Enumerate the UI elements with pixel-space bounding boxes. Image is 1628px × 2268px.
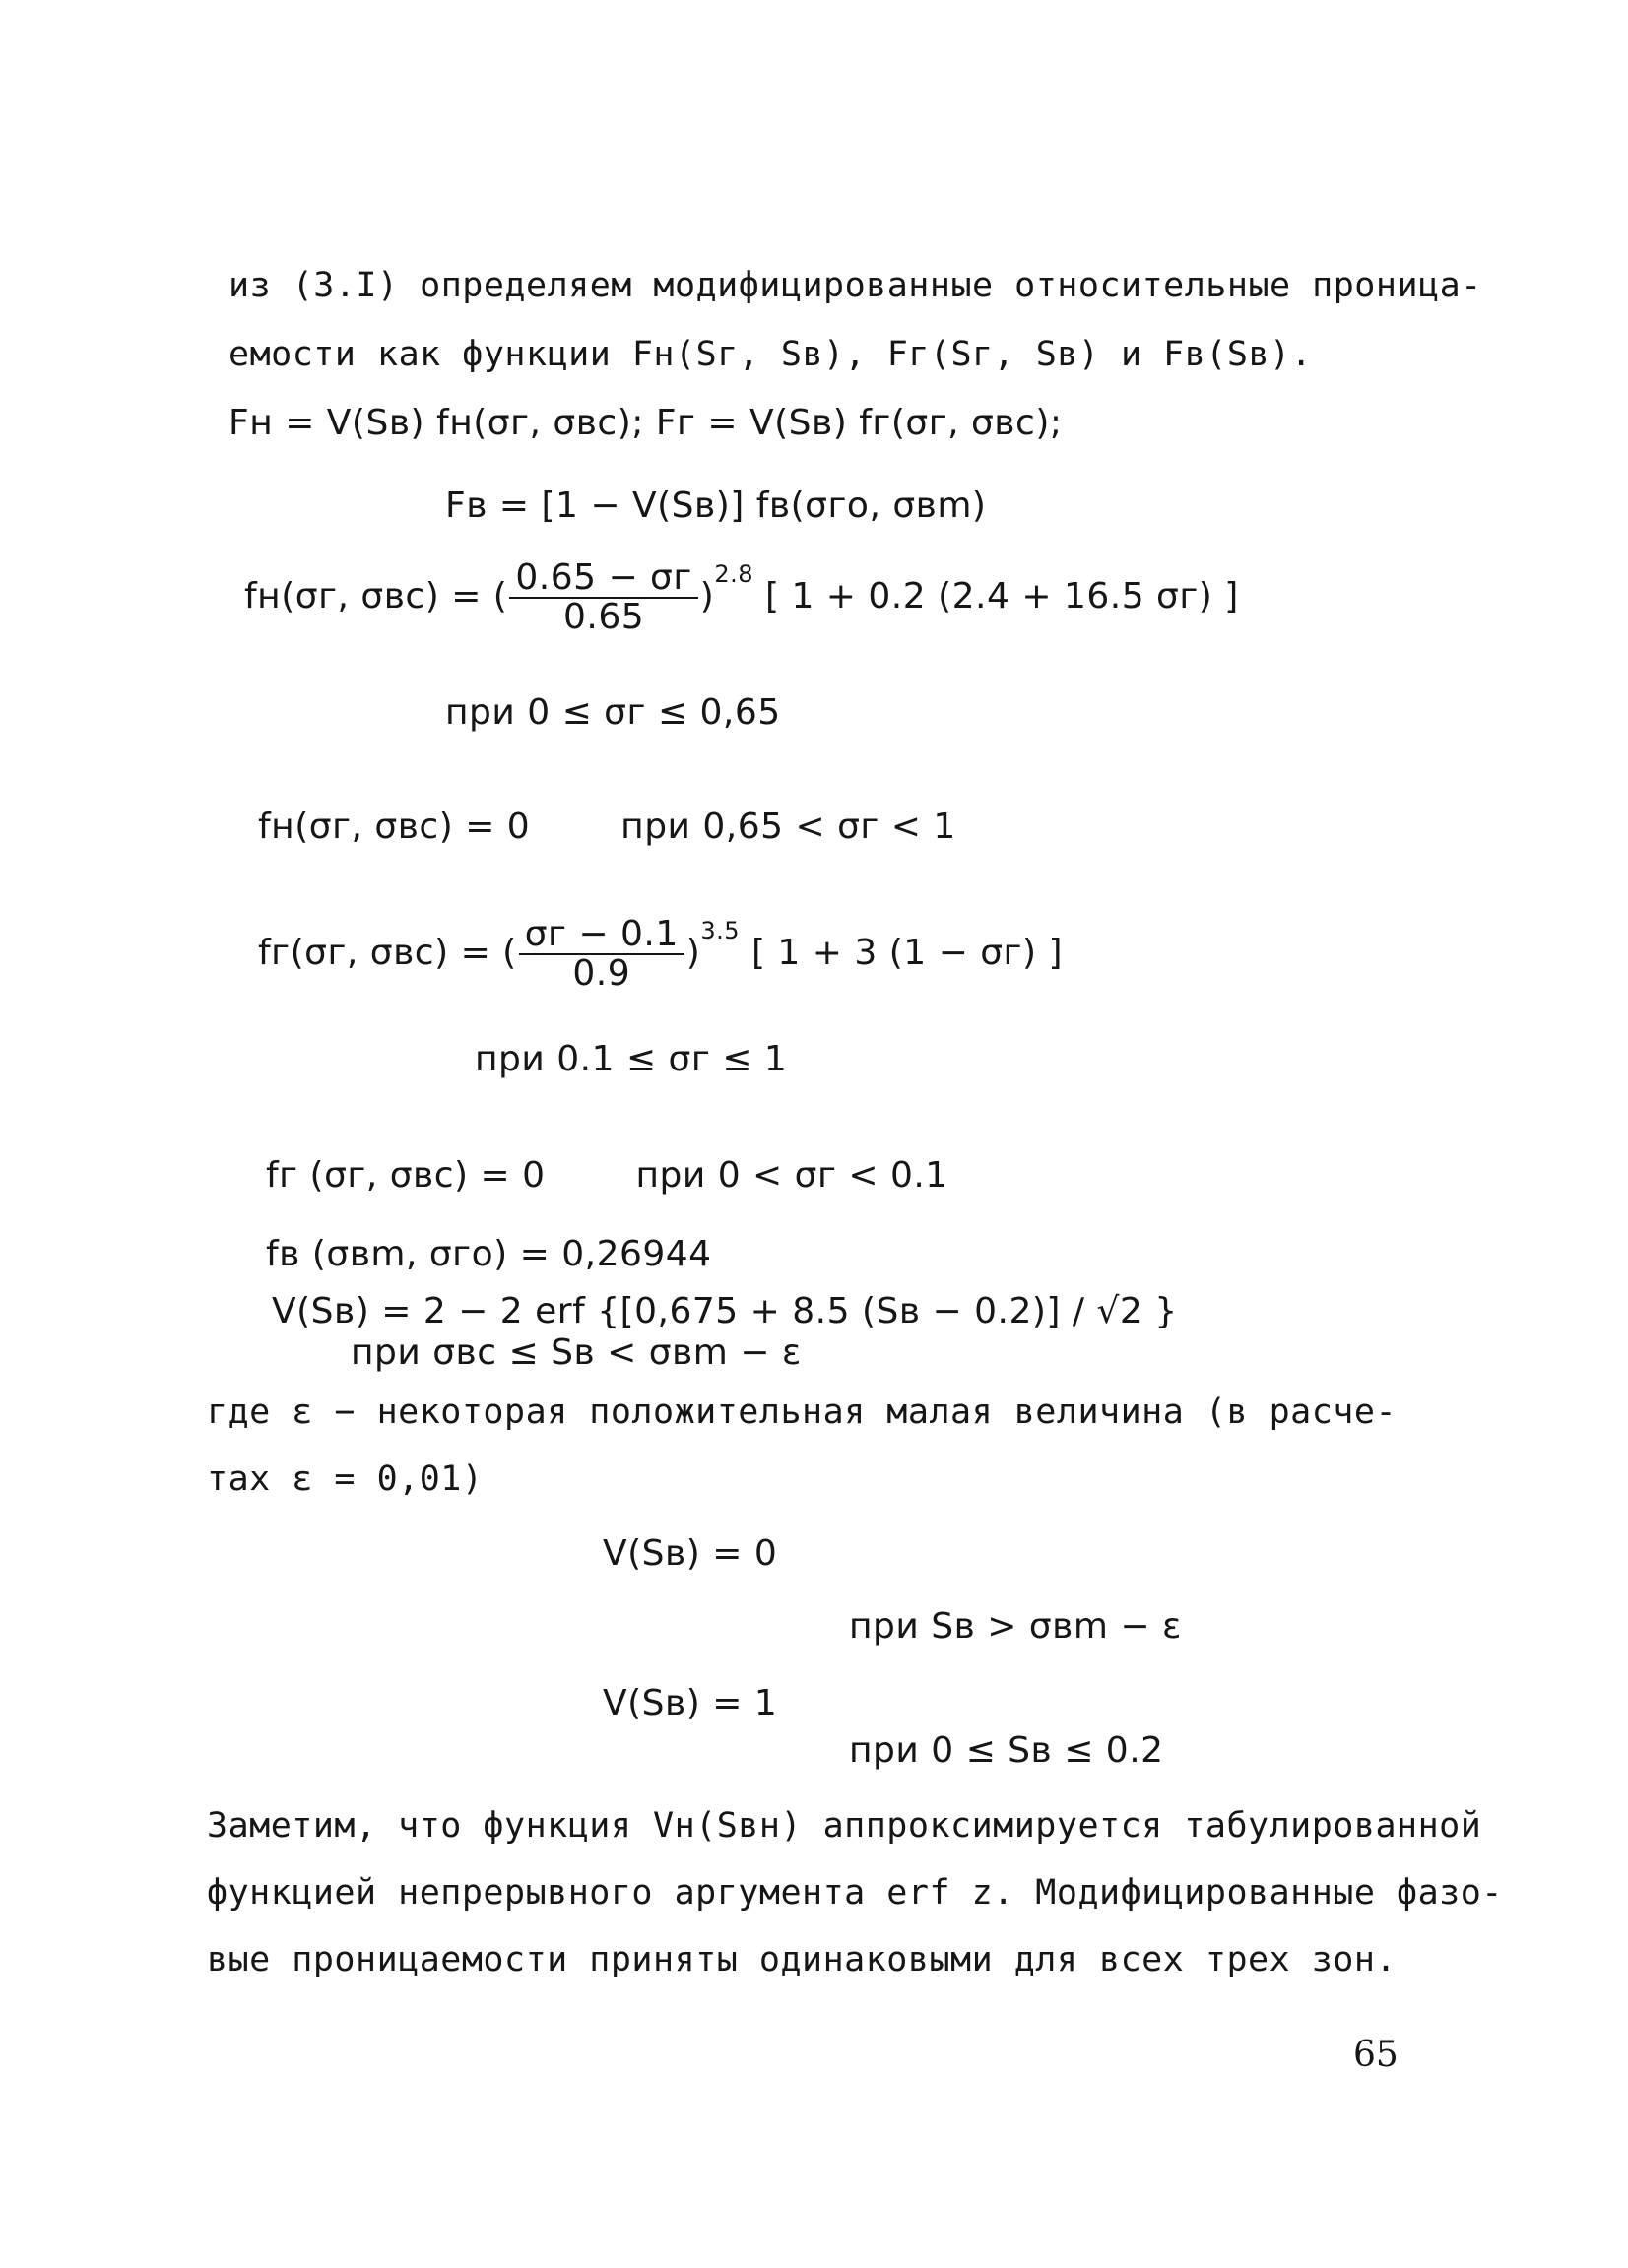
equation-fg-1-condition: при 0.1 ≤ σг ≤ 1 — [475, 1039, 788, 1079]
fg1-exponent: 3.5 — [700, 917, 740, 944]
equation-fn-1 — [244, 559, 1239, 636]
fg2-condition: при 0 < σг < 0.1 — [635, 1155, 948, 1196]
equation-fn-2 — [258, 806, 956, 849]
equation-fn-1-condition: при 0 ≤ σг ≤ 0,65 — [445, 692, 781, 733]
equation-v-zero: V(Sв) = 0 — [603, 1533, 778, 1574]
intro-line-2: емости как функции Fн(Sг, Sв), Fг(Sг, Sв) и Fв(Sв). — [228, 335, 1313, 374]
equation-v-zero-condition: при Sв > σвm − ε — [849, 1606, 1182, 1647]
fg1-close: ) — [685, 933, 701, 973]
equation-fg-2 — [266, 1154, 948, 1198]
fn1-close: ) — [699, 576, 715, 616]
fg1-numerator: σг − 0.1 — [519, 916, 684, 955]
fn1-denominator: 0.65 — [562, 597, 645, 637]
closing-line-2: функцией непрерывного аргумента erf z. Модифицированные фазо- — [207, 1873, 1503, 1912]
equation-fg-1 — [258, 916, 1063, 993]
equation-fv-value: fв (σвm, σго) = 0,26944 — [266, 1234, 712, 1274]
fg2-lhs: fг (σг, σвс) = 0 — [266, 1155, 546, 1196]
fg1-fraction — [519, 916, 684, 993]
fg1-lhs: fг(σг, σвс) = ( — [258, 933, 517, 973]
closing-line-3: вые проницаемости приняты одинаковыми для всех трех зон. — [207, 1940, 1398, 1979]
fn1-lhs: fн(σг, σвс) = ( — [244, 576, 508, 616]
equation-fn-def: Fн = V(Sв) fн(σг, σвс); Fг = V(Sв) fг(σг, σвс); — [228, 403, 1063, 443]
epsilon-line-1: где ε − некоторая положительная малая величина (в расче- — [207, 1393, 1398, 1432]
equation-v-erf: V(Sв) = 2 − 2 erf {[0,675 + 8.5 (Sв − 0.2)] / √2 } — [272, 1291, 1178, 1331]
epsilon-line-2: тах ε = 0,01) — [207, 1459, 484, 1499]
fg1-denominator: 0.9 — [572, 953, 631, 994]
equation-fv-def: Fв = [1 − V(Sв)] fв(σго, σвm) — [445, 486, 987, 526]
fn2-condition: при 0,65 < σг < 1 — [620, 807, 956, 847]
fn2-lhs: fн(σг, σвс) = 0 — [258, 807, 531, 847]
closing-line-1: Заметим, что функция Vн(Sвн) аппроксимируется табулированной — [207, 1806, 1482, 1846]
fn1-rhs: [ 1 + 0.2 (2.4 + 16.5 σг) ] — [764, 576, 1239, 616]
intro-line-1: из (3.I) определяем модифицированные относительные проница- — [228, 266, 1482, 305]
equation-v-one-condition: при 0 ≤ Sв ≤ 0.2 — [849, 1730, 1164, 1771]
fn1-fraction — [509, 559, 697, 636]
equation-v-one: V(Sв) = 1 — [603, 1683, 778, 1723]
fn1-numerator: 0.65 − σг — [509, 559, 697, 599]
equation-v-erf-condition: при σвс ≤ Sв < σвm − ε — [351, 1332, 802, 1373]
page-number: 65 — [1353, 2035, 1399, 2075]
fn1-exponent: 2.8 — [714, 560, 753, 588]
fg1-rhs: [ 1 + 3 (1 − σг) ] — [750, 933, 1063, 973]
